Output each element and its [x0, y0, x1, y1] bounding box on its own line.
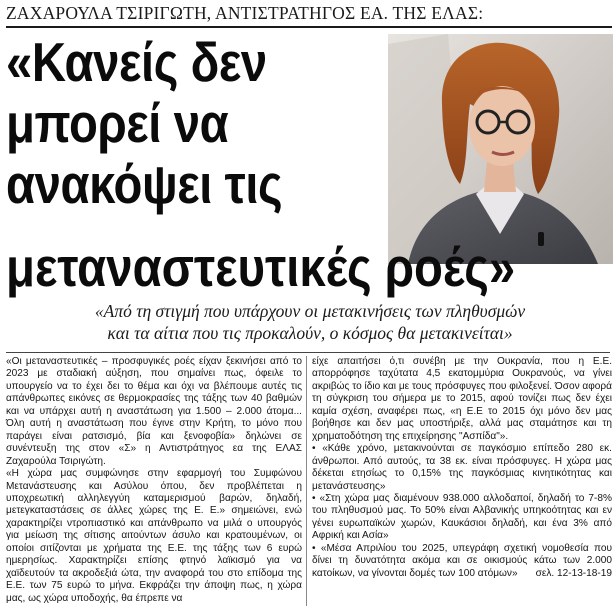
- article-column-1: [6, 356, 302, 605]
- kicker-headline: ΖΑΧΑΡΟΥΛΑ ΤΣΙΡΙΓΩΤΗ, ΑΝΤΙΣΤΡΑΤΗΓΟΣ ΕΑ. ΤΗΣ ΕΛΑΣ:: [6, 3, 612, 28]
- column-1-paragraph-1: «Οι μεταναστευτικές – προσφυγικές ροές είχαν ξεκινήσει από το 2023 με σταδιακή αύξηση, που σημαίνει πως, όφειλε το υπουργείο να το έχει δει το θέμα και όχι να βλέπουμε αυτές τις απάνθρωπες εικόνες σε θερμοκρασίες της τάξης των 40 βαθμών και να υπάρχει αυτή η αναστάτωση για 1.500 – 2.000 άτομα... Όλη αυτή η αναστάτωση που έγινε στην Κρήτη, το μόνο που παράγει είναι ρατσισμό, βία και ξενοφοβία» δηλώνει σε συνέντευξη της στον «Σ» η Αντιστράτηγος εα της ΕΛΑΣ Ζαχαρούλα Τσιριγώτη.: [6, 356, 302, 467]
- subheadline-quote: [10, 300, 610, 344]
- headline-line-4: μεταναστευτικές ροές»: [6, 236, 516, 298]
- headline-line-2: μπορεί να: [6, 92, 229, 154]
- page-reference: σελ. 12-13-18-19: [535, 567, 612, 579]
- column-1-paragraph-2: «Η χώρα μας συμφώνησε στην εφαρμογή του Συμφώνου Μετανάστευσης και Ασύλου όπου, δεν προβλέπεται η υποχρεωτική αλληλεγγύη καταμερισμού βαρών, δηλαδή, μετεγκαταστάσεις σε άλλες χώρες της Ε. Ε.» σημειώνει, ενώ χαρακτηρίζει ντροπιαστικό και απάνθρωπο να μιλά ο υπουργός για μείωση της σίτισης αιτούντων άσυλο και κρατουμένων, οι οποίοι σιτίζονται με χρήματα της Ε.Ε. της τάξης των 6 ευρώ ημερησίως. Χαρακτηρίζει επίσης φτηνό λαϊκισμό για να χαϊδευτούν τα ακροδεξιά ώτα, την αναφορά του στο επίδομα της Ε.Ε. των 75 ευρώ το μήνα. Εκφράζει την άποψη πως, η χώρα μας, ως χώρα υποδοχής, θα έπρεπε να: [6, 468, 302, 604]
- subhead-line-2: και τα αίτια που τις προκαλούν, ο κόσμος θα μετακινείται»: [107, 323, 513, 343]
- portrait-photo: [388, 34, 613, 264]
- headline-line-3: ανακόψει τις: [6, 153, 283, 215]
- column-2-bullet-3: [312, 543, 612, 580]
- subhead-line-1: «Από τη στιγμή που υπάρχουν οι μετακινήσεις των πληθυσμών: [94, 301, 526, 321]
- column-2-bullet-3-text: • «Μέσα Απριλίου του 2025, υπεγράφη σχετική νομοθεσία που δίνει τη δυνατότητα ακόμα και σε οικισμούς κάτω των 2.000 κατοίκων, να γίνονται δομές των 100 ατόμων»: [312, 542, 612, 579]
- headline-line-1: «Κανείς δεν: [6, 31, 267, 93]
- main-headline: [6, 32, 392, 215]
- column-divider: [306, 356, 307, 606]
- column-2-paragraph-1: είχε απαιτήσει ό,τι συνέβη με την Ουκρανία, που η Ε.Ε. απορρόφησε ταχύτατα 4,5 εκατομμύρια Ουκρανούς, να γίνει ακριβώς το ίδιο και με τους πρόσφυγες που φιλοξενεί. Όσον αφορά τη σύγκριση του σήμερα με το 2015, αφού τονίζει πως δεν έχει καμία σχέση, αναφέρει πως, «η Ε.Ε το 2015 όχι μόνο δεν μας βοήθησε και δεν μας υποστήριξε, αλλά μας σταμάτησε και τη χρηματοδότηση της επιχείρησης "Ασπίδα"».: [312, 356, 612, 442]
- article-column-2: [312, 356, 612, 580]
- column-2-bullet-2: • «Στη χώρα μας διαμένουν 938.000 αλλοδαποί, δηλαδή το 7-8% του πληθυσμού μας. Το 50% είναι Αλβανικής υπηκοότητας και εν γένει ευρωπαϊκών χωρών, Καυκάσιοι δηλαδή, και ένα 3% από Αφρική και Ασία»: [312, 492, 612, 542]
- column-2-bullet-1: • «Κάθε χρόνο, μετακινούνται σε παγκόσμιο επίπεδο 280 εκ. άνθρωποι. Από αυτούς, τα 38 εκ. είναι πρόσφυγες. Η χώρα μας δέκεται ετησίως το 0,15% της παγκόσμιας κινητικότητας και μετανάστευσης»: [312, 443, 612, 492]
- section-divider: [6, 352, 610, 353]
